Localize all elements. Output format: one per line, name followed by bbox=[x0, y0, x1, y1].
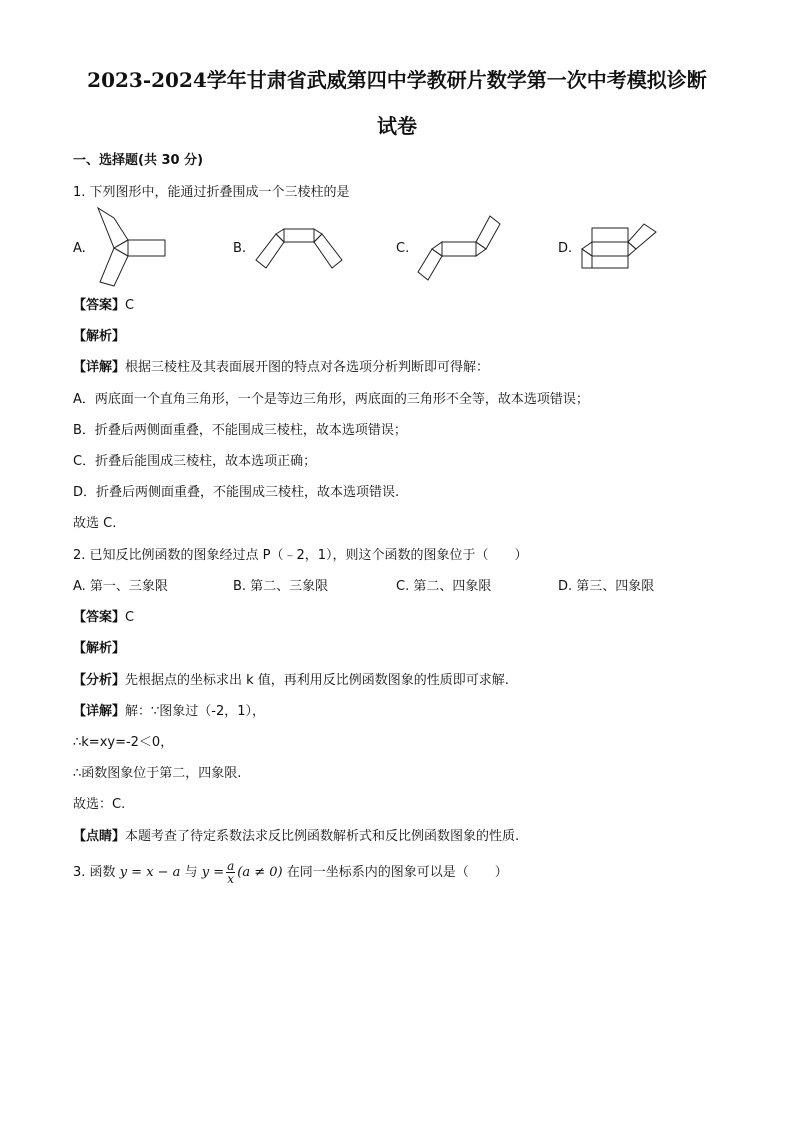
q1-option-b-label: B. bbox=[233, 241, 247, 256]
q2-comment-text: 本题考查了待定系数法求反比例函数解析式和反比例函数图象的性质. bbox=[125, 829, 520, 844]
q2-comment-tag: 【点睛】 bbox=[73, 829, 126, 844]
fig-a-right-rect bbox=[128, 240, 165, 256]
q2-stem: 2. 已知反比例函数的图象经过点 P（﹣2，1），则这个函数的图象位于（ ） bbox=[73, 548, 528, 563]
q2-step1: ∴k=xy=-2＜0， bbox=[73, 735, 174, 750]
q1-conclusion: 故选 C. bbox=[73, 516, 117, 531]
q1-detail-intro: 根据三棱柱及其表面展开图的特点对各选项分析判断即可得解： bbox=[125, 360, 490, 375]
q1-detail-tag: 【详解】 bbox=[73, 360, 126, 375]
q2-answer-tag: 【答案】 bbox=[73, 610, 126, 625]
fig-b-left-wing bbox=[256, 234, 284, 268]
q1-answer-line bbox=[73, 296, 134, 316]
q2-option-d: D. 第三、四象限 bbox=[558, 579, 655, 594]
fig-d-right-wing bbox=[628, 224, 656, 249]
q1-point-a: A．两底面一个直角三角形，一个是等边三角形，两底面的三角形不全等，故本选项错误； bbox=[73, 392, 589, 407]
q1-answer-tag: 【答案】 bbox=[73, 298, 126, 313]
q1-point-c: C．折叠后能围成三棱柱，故本选项正确； bbox=[73, 454, 317, 469]
q1-analysis-tag bbox=[73, 327, 125, 347]
q1-option-a-label: A. bbox=[73, 241, 86, 256]
fig-b-center-rect bbox=[284, 229, 314, 242]
fig-d-center-rect bbox=[592, 242, 628, 256]
q3-stem bbox=[73, 859, 508, 887]
q3-fraction-denominator: x bbox=[227, 872, 235, 886]
q3-function-2-condition: (a ≠ 0) bbox=[237, 865, 283, 880]
document-title-line1: 2023-2024学年甘肃省武威第四中学教研片数学第一次中考模拟诊断 bbox=[87, 68, 707, 92]
q1-figure-d bbox=[578, 222, 668, 272]
fig-a-top-triangle bbox=[98, 208, 128, 248]
section-heading-choice: 一、选择题(共 30 分) bbox=[73, 153, 204, 168]
q2-fenxi-line bbox=[73, 671, 509, 691]
q1-option-d-label: D. bbox=[558, 241, 573, 256]
q1-figure-a bbox=[92, 208, 172, 288]
fig-c-upper-wing bbox=[476, 216, 500, 249]
fig-a-bottom-rect bbox=[100, 248, 128, 286]
q2-answer-line bbox=[73, 608, 134, 628]
q2-fenxi-tag: 【分析】 bbox=[73, 673, 126, 688]
q3-function-2-lhs: y = bbox=[201, 865, 225, 880]
q2-detail-line bbox=[73, 702, 265, 722]
q2-option-c: C. 第二、四象限 bbox=[396, 579, 492, 594]
q2-comment-line bbox=[73, 827, 519, 847]
q2-option-a: A. 第一、三象限 bbox=[73, 579, 168, 594]
fig-d-right-triangle bbox=[628, 242, 636, 256]
q1-figure-c bbox=[416, 212, 516, 282]
q3-suffix: 在同一坐标系内的图象可以是（ ） bbox=[286, 865, 508, 880]
q2-step2: ∴函数图象位于第二，四象限. bbox=[73, 766, 242, 781]
q1-figure-b bbox=[254, 222, 354, 272]
q2-analysis-label: 【解析】 bbox=[73, 641, 126, 656]
fig-d-top-rect bbox=[592, 228, 628, 242]
q1-analysis-label: 【解析】 bbox=[73, 329, 126, 344]
q1-stem: 1. 下列图形中，能通过折叠围成一个三棱柱的是 bbox=[73, 185, 350, 200]
q3-fraction-numerator: a bbox=[227, 859, 235, 873]
q1-detail-line bbox=[73, 358, 489, 378]
q3-prefix: 3. 函数 bbox=[73, 865, 116, 880]
fig-c-right-triangle bbox=[476, 242, 486, 256]
q2-answer-value: C bbox=[125, 610, 135, 625]
q1-answer-value: C bbox=[125, 298, 135, 313]
q1-option-c-label: C. bbox=[396, 241, 410, 256]
fig-c-lower-wing bbox=[418, 249, 442, 280]
q1-point-b: B．折叠后两侧面重叠，不能围成三棱柱，故本选项错误； bbox=[73, 423, 407, 438]
document-title-line2: 试卷 bbox=[377, 114, 417, 138]
q2-detail-tag: 【详解】 bbox=[73, 704, 126, 719]
q3-function-1: y = x − a bbox=[119, 865, 181, 880]
fig-d-bottom-rect bbox=[592, 256, 628, 268]
q3-function-2-fraction bbox=[226, 860, 235, 885]
q1-point-d: D．折叠后两侧面重叠，不能围成三棱柱，故本选项错误. bbox=[73, 485, 400, 500]
q2-fenxi-text: 先根据点的坐标求出 k 值，再利用反比例函数图象的性质即可求解. bbox=[125, 673, 509, 688]
fig-a-center-triangle bbox=[114, 240, 128, 256]
fig-d-left-triangle bbox=[582, 242, 592, 256]
q3-mid: 与 bbox=[184, 865, 198, 880]
fig-c-center-rect bbox=[442, 242, 476, 256]
q2-detail-text: 解：∵图象过（-2，1）， bbox=[125, 704, 266, 719]
fig-c-left-triangle bbox=[432, 242, 442, 256]
fig-d-left-flap bbox=[582, 249, 592, 268]
q2-conclusion: 故选：C. bbox=[73, 797, 126, 812]
q2-analysis-tag bbox=[73, 639, 125, 659]
fig-b-right-wing bbox=[314, 234, 342, 268]
q2-option-b: B. 第二、三象限 bbox=[233, 579, 329, 594]
